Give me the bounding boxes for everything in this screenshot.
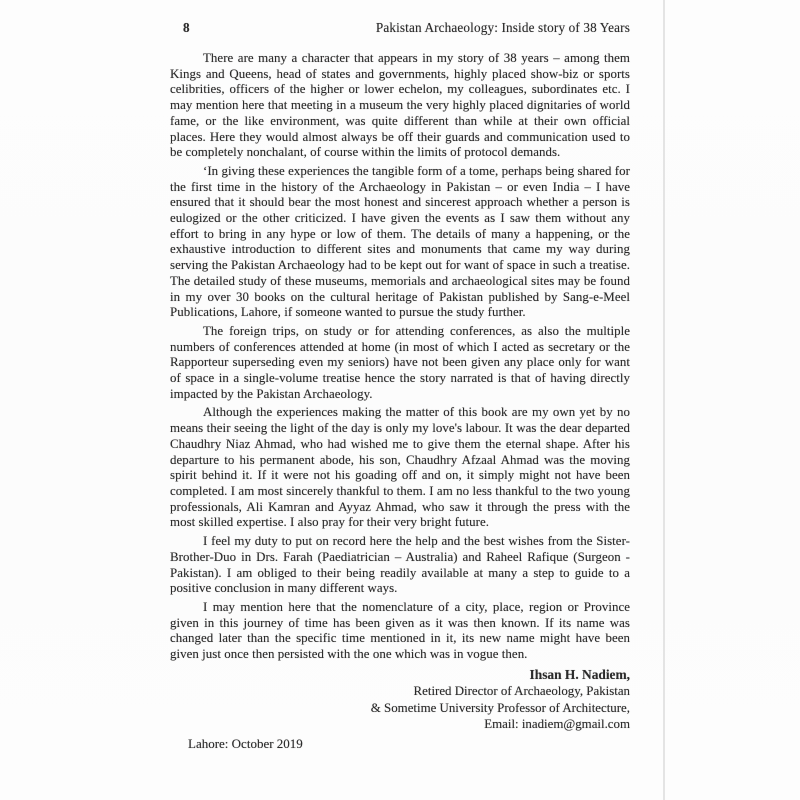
paragraph-2: ‘In giving these experiences the tangible form of a tome, perhaps being shared for the first time in the history of the Archaeology in Pakistan – or even India – I have ensured that it should bear the most honest and sincerest approach whether a person is eulogized or the other criticized. I have given the events as I saw them without any effort to bring in any hype or low of them. The details of many a happening, or the exhaustive introduction to different sites and monuments that came my way during serving the Pakistan Archaeology had to be kept out for want of space in such a treatise. The detailed study of these museums, memorials and archaeological sites may be found in my over 30 books on the cultural heritage of Pakistan published by Sang-e-Meel Publications, Lahore, if someone wanted to pursue the study further. — [170, 163, 630, 320]
paragraph-3: The foreign trips, on study or for attending conferences, as also the multiple numbers of conferences attended at home (in most of which I acted as secretary or the Rapporteur superseding even my seniors) have not been given any place only for want of space in a single-volume treatise hence the story narrated is that of having directly impacted by the Pakistan Archaeology. — [170, 323, 630, 401]
dateline: Lahore: October 2019 — [188, 735, 303, 751]
paragraph-4: Although the experiences making the matter of this book are my own yet by no means their seeing the light of the day is only my love's labour. It was the dear departed Chaudhry Niaz Ahmad, who had wished me to give them the eternal shape. After his departure to his permanent abode, his son, Chaudhry Afzaal Ahmad was the moving spirit behind it. If it were not his goading off and on, it simply might not have been completed. I am most sincerely thankful to them. I am no less thankful to the two young professionals, Ali Kamran and Ayyaz Ahmad, who saw it through the press with the most skilled expertise. I also pray for their very bright future. — [170, 405, 630, 530]
paragraph-1: There are many a character that appears in my story of 38 years – among them Kings and Queens, head of states and governments, highly placed show-biz or sports celibrities, officers of the higher or lower echelon, my colleagues, subordinates etc. I may mention here that meeting in a museum the very highly placed dignitaries of world fame, or the like environment, was quite different than while at their own official places. Here they would almost always be off their guards and communication used to be completely nonchalant, of course within the limits of protocol demands. — [170, 51, 630, 160]
signature-name: Ihsan H. Nadiem, — [529, 666, 630, 682]
paragraph-5: I feel my duty to put on record here the help and the best wishes from the Sister-Brother-Duo in Drs. Farah (Paediatrician – Australia) and Raheel Rafique (Surgeon - Pakistan). I am obliged to their being readily available at many a step to guide to a positive conclusion in many different ways. — [170, 534, 630, 596]
page-edge-line — [663, 0, 665, 800]
signature-line-2: & Sometime University Professor of Architecture, — [370, 700, 630, 715]
running-head-title: Pakistan Archaeology: Inside story of 38 Years — [375, 20, 630, 35]
signature-line-3: Email: inadiem@gmail.com — [484, 717, 630, 732]
signature-line-1: Retired Director of Archaeology, Pakistan — [413, 684, 630, 699]
page-text-block — [170, 20, 630, 752]
page-number: 8 — [183, 20, 190, 35]
paragraph-6: I may mention here that the nomenclature of a city, place, region or Province given in this journey of time has been given as it was then known. If its name was changed later than the specific time mentioned in it, its new name might have been given just once then persisted with the one which was in vogue then. — [170, 599, 630, 662]
running-head — [170, 20, 630, 36]
signature-block — [170, 667, 630, 733]
body-copy — [170, 51, 630, 663]
